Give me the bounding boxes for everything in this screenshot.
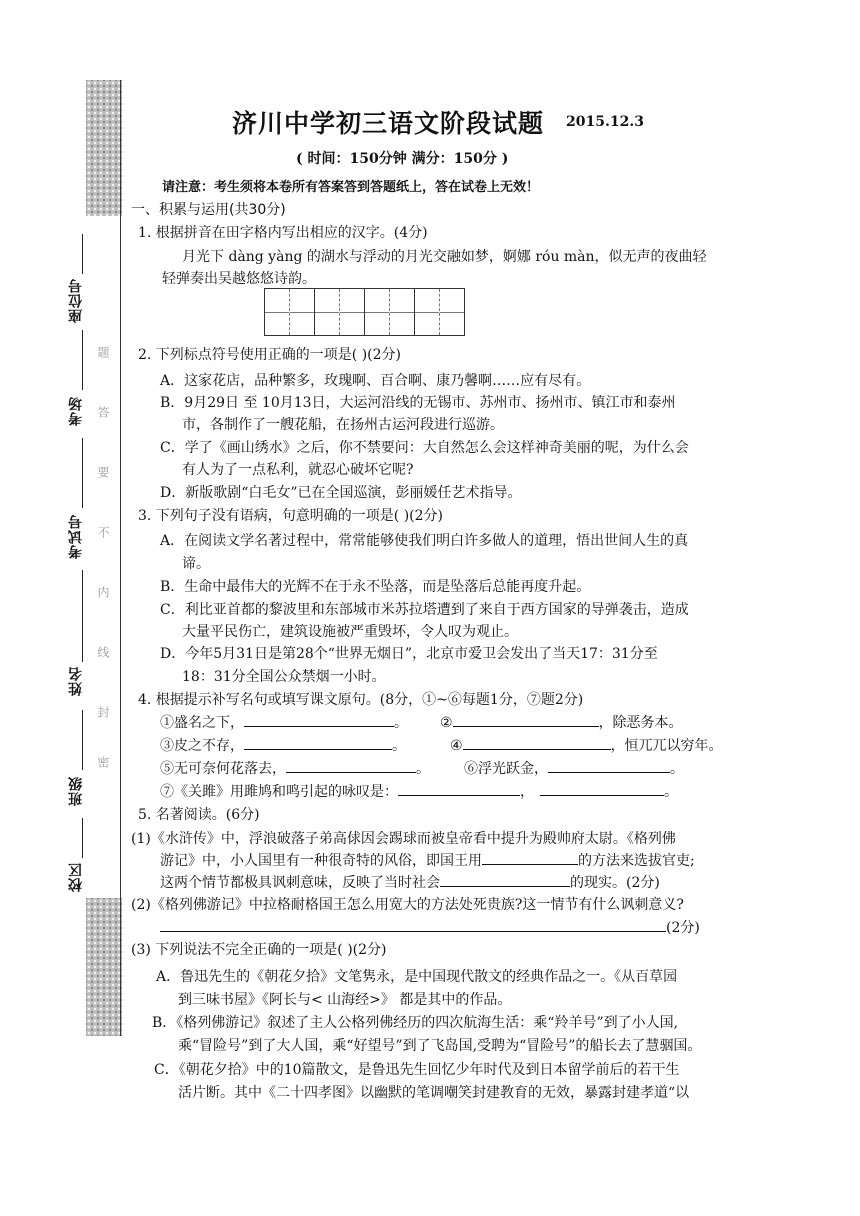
q3-stem: 3. 下列句子没有语病，句意明确的一项是( )(2分) — [138, 508, 444, 524]
section-heading: 一、积累与运用(共30分) — [131, 202, 286, 218]
q4-item-7-text: ⑦《关雎》用雎鸠和鸣引起的咏叹是： — [160, 784, 398, 800]
room-label: 考场 — [68, 396, 84, 426]
q5-option-a: A．鲁迅先生的《朝花夕拾》文笔隽永，是中国现代散文的经典作品之一。《从百草园 — [156, 969, 678, 985]
seal-char: 密 — [96, 756, 110, 768]
q4-item-1 — [160, 712, 408, 732]
seal-char: 内 — [96, 586, 110, 598]
seal-char: 线 — [96, 646, 110, 658]
q5-part2-score: (2分) — [666, 920, 700, 936]
q5-stem: 5. 名著阅读。(6分) — [138, 807, 260, 823]
q5-part1-text: 游记》中，小人国里有一种很奇特的风俗，即国王用 — [160, 853, 482, 869]
q5-option-c-cont: 活片断。其中《二十四孝图》以幽默的笔调嘲笑封建教育的无效，暴露封建孝道“以 — [178, 1085, 690, 1101]
grid-cell[interactable] — [290, 289, 315, 335]
answer-blank[interactable] — [482, 850, 578, 865]
answer-blank[interactable] — [160, 917, 666, 932]
q4-item-7-end: 。 — [664, 784, 678, 800]
q3-option-b: B．生命中最伟大的光辉不在于永不坠落，而是坠落后总能再度升起。 — [160, 579, 591, 595]
answer-blank[interactable] — [440, 872, 570, 887]
tianzige-grid[interactable] — [264, 288, 465, 336]
seal-char: 题 — [96, 346, 110, 358]
q4-item-3-text: ③皮之不存， — [160, 738, 244, 754]
q3-option-c: C．利比亚首都的黎波里和东部城市米苏拉塔遭到了来自于西方国家的导弹袭击，造成 — [160, 602, 689, 618]
exam-notice: 请注意：考生须将本卷所有答案答到答题纸上，答在试卷上无效！ — [162, 180, 540, 195]
class-blank-line — [82, 710, 83, 770]
q5-part1-text-end: 的现实。(2分) — [570, 875, 660, 891]
q5-option-c: C．《朝花夕拾》中的10篇散文，是鲁迅先生回忆少年时代及到日本留学前后的若干生 — [154, 1062, 680, 1078]
q4-item-5-text: ⑤无可奈何花落去， — [160, 761, 286, 777]
seal-char: 不 — [96, 526, 110, 538]
q4-item-2 — [440, 712, 683, 732]
answer-blank[interactable] — [540, 781, 664, 796]
q4-item-1-end: 。 — [394, 715, 408, 731]
grid-cell[interactable] — [440, 289, 464, 335]
q4-item-4-end: ，恒兀兀以穷年。 — [610, 738, 723, 754]
q5-option-a-cont: 到三味书屋》《阿长与< 山海经>》 都是其中的作品。 — [178, 992, 512, 1008]
q5-part1-line — [160, 872, 660, 892]
q4-item-1-text: ①盛名之下， — [160, 715, 244, 731]
grid-cell[interactable] — [390, 289, 415, 335]
grid-cell[interactable] — [340, 289, 365, 335]
q5-part1-line: (1)《水浒传》中，浮浪破落子弟高俅因会踢球而被皇帝看中提升为殿帅府太尉。《格列佛 — [131, 831, 676, 847]
exam-duration-score: ( 时间：150分钟 满分：150分 ) — [296, 151, 509, 167]
q4-item-5 — [160, 758, 430, 778]
q4-item-3-end: 。 — [392, 738, 406, 754]
q2-option-a: A．这家花店，品种繁多，玫瑰啊、百合啊、康乃馨啊……应有尽有。 — [160, 373, 591, 389]
q2-option-c-cont: 有人为了一点私利，就忍心破坏它呢? — [182, 462, 414, 478]
q4-item-2-end: ，除恶务本。 — [598, 715, 683, 731]
q4-item-7 — [160, 781, 678, 801]
binding-line — [120, 80, 121, 1036]
q4-item-7-mid: ， — [520, 784, 534, 800]
school-label: 校区 — [68, 862, 84, 892]
binding-pattern-bottom — [86, 898, 122, 1036]
q3-option-a: A．在阅读文学名著过程中，常常能够使我们明白许多做人的道理，悟出世间人生的真 — [160, 533, 689, 549]
q3-option-c-cont: 大量平民伤亡，建筑设施被严重毁坏，令人叹为观止。 — [182, 624, 518, 640]
grid-cell[interactable] — [415, 289, 440, 335]
q2-option-d: D．新版歌剧“白毛女”已在全国巡演，彭丽媛任艺术指导。 — [160, 485, 522, 501]
q5-part1-text-end: 的方法来选拔官吏; — [578, 853, 695, 869]
grid-cell[interactable] — [365, 289, 390, 335]
q2-stem: 2. 下列标点符号使用正确的一项是( )(2分) — [138, 347, 402, 363]
q4-item-6-text: ⑥浮光跃金， — [464, 761, 548, 777]
q5-option-b: B．《格列佛游记》叙述了主人公格列佛经历的四次航海生活：乘“羚羊号”到了小人国, — [152, 1015, 679, 1031]
q4-item-3 — [160, 735, 406, 755]
answer-blank[interactable] — [548, 758, 670, 773]
grid-cell[interactable] — [265, 289, 290, 335]
seal-char: 答 — [96, 406, 110, 418]
answer-blank[interactable] — [244, 712, 394, 727]
q4-item-4 — [450, 735, 723, 755]
answer-blank[interactable] — [453, 712, 599, 727]
q5-part2-line: (2)《格列佛游记》中拉格耐格国王怎么用宽大的方法处死贵族?这一情节有什么讽刺意义? — [131, 897, 684, 913]
q4-item-6-end: 。 — [670, 761, 684, 777]
q4-item-4-text: ④ — [450, 738, 463, 754]
q3-option-a-cont: 谛。 — [182, 556, 210, 572]
binding-pattern-top — [86, 80, 122, 216]
q4-item-2-text: ② — [440, 715, 453, 731]
q1-text-line: 轻弹奏出吴越悠悠诗韵。 — [162, 271, 316, 287]
answer-blank[interactable] — [286, 758, 416, 773]
seat-blank-line — [82, 234, 83, 274]
room-blank-line — [82, 330, 83, 390]
q1-text-line: 月光下 dàng yàng 的湖水与浮动的月光交融如梦，婀娜 róu màn，似无声的夜曲轻 — [182, 249, 707, 265]
seat-label: 座位号 — [68, 278, 84, 323]
name-blank-line — [82, 570, 83, 662]
seal-char: 要 — [96, 466, 110, 478]
q2-option-c: C．学了《画山绣水》之后，你不禁要问：大自然怎么会这样神奇美丽的呢，为什么会 — [160, 440, 689, 456]
grid-cell[interactable] — [315, 289, 340, 335]
answer-blank[interactable] — [244, 735, 392, 750]
class-label: 班级 — [68, 776, 84, 806]
exam-no-label: 考试号 — [68, 514, 84, 559]
name-label: 姓名 — [68, 666, 84, 696]
q3-option-d: D．今年5月31日是第28个“世界无烟日”，北京市爱卫会发出了当天17：31分至 — [160, 646, 658, 662]
exam-date: 2015.12.3 — [566, 114, 644, 130]
q5-part1-line — [160, 850, 695, 870]
school-blank-line — [82, 818, 83, 858]
q1-stem: 1. 根据拼音在田字格内写出相应的汉字。(4分) — [138, 225, 428, 241]
answer-blank[interactable] — [463, 735, 611, 750]
answer-blank[interactable] — [398, 781, 520, 796]
q3-option-d-cont: 18：31分全国公众禁烟一小时。 — [182, 669, 386, 685]
q5-option-b-cont: 乘“冒险号”到了大人国，乘“好望号”到了飞岛国,受聘为“冒险号”的船长去了慧骃国。 — [178, 1038, 702, 1054]
q4-item-6 — [464, 758, 684, 778]
q2-option-b: B．9月29日 至 10月13日，大运河沿线的无锡市、苏州市、扬州市、镇江市和泰州 — [160, 395, 676, 411]
page-title: 济川中学初三语文阶段试题 — [232, 109, 545, 138]
q5-part3-stem: (3) 下列说法不完全正确的一项是( )(2分) — [131, 942, 387, 958]
q5-part2-answer — [160, 917, 700, 937]
q4-stem: 4. 根据提示补写名句或填写课文原句。(8分，①~⑥每题1分，⑦题2分) — [138, 692, 584, 708]
seal-char: 封 — [96, 706, 110, 718]
q4-item-5-end: 。 — [416, 761, 430, 777]
exam-no-blank-line — [82, 438, 83, 508]
q2-option-b-cont: 市，各制作了一艘花船，在扬州古运河段进行巡游。 — [182, 417, 504, 433]
q5-part1-text: 这两个情节都极具讽刺意味，反映了当时社会 — [160, 875, 440, 891]
